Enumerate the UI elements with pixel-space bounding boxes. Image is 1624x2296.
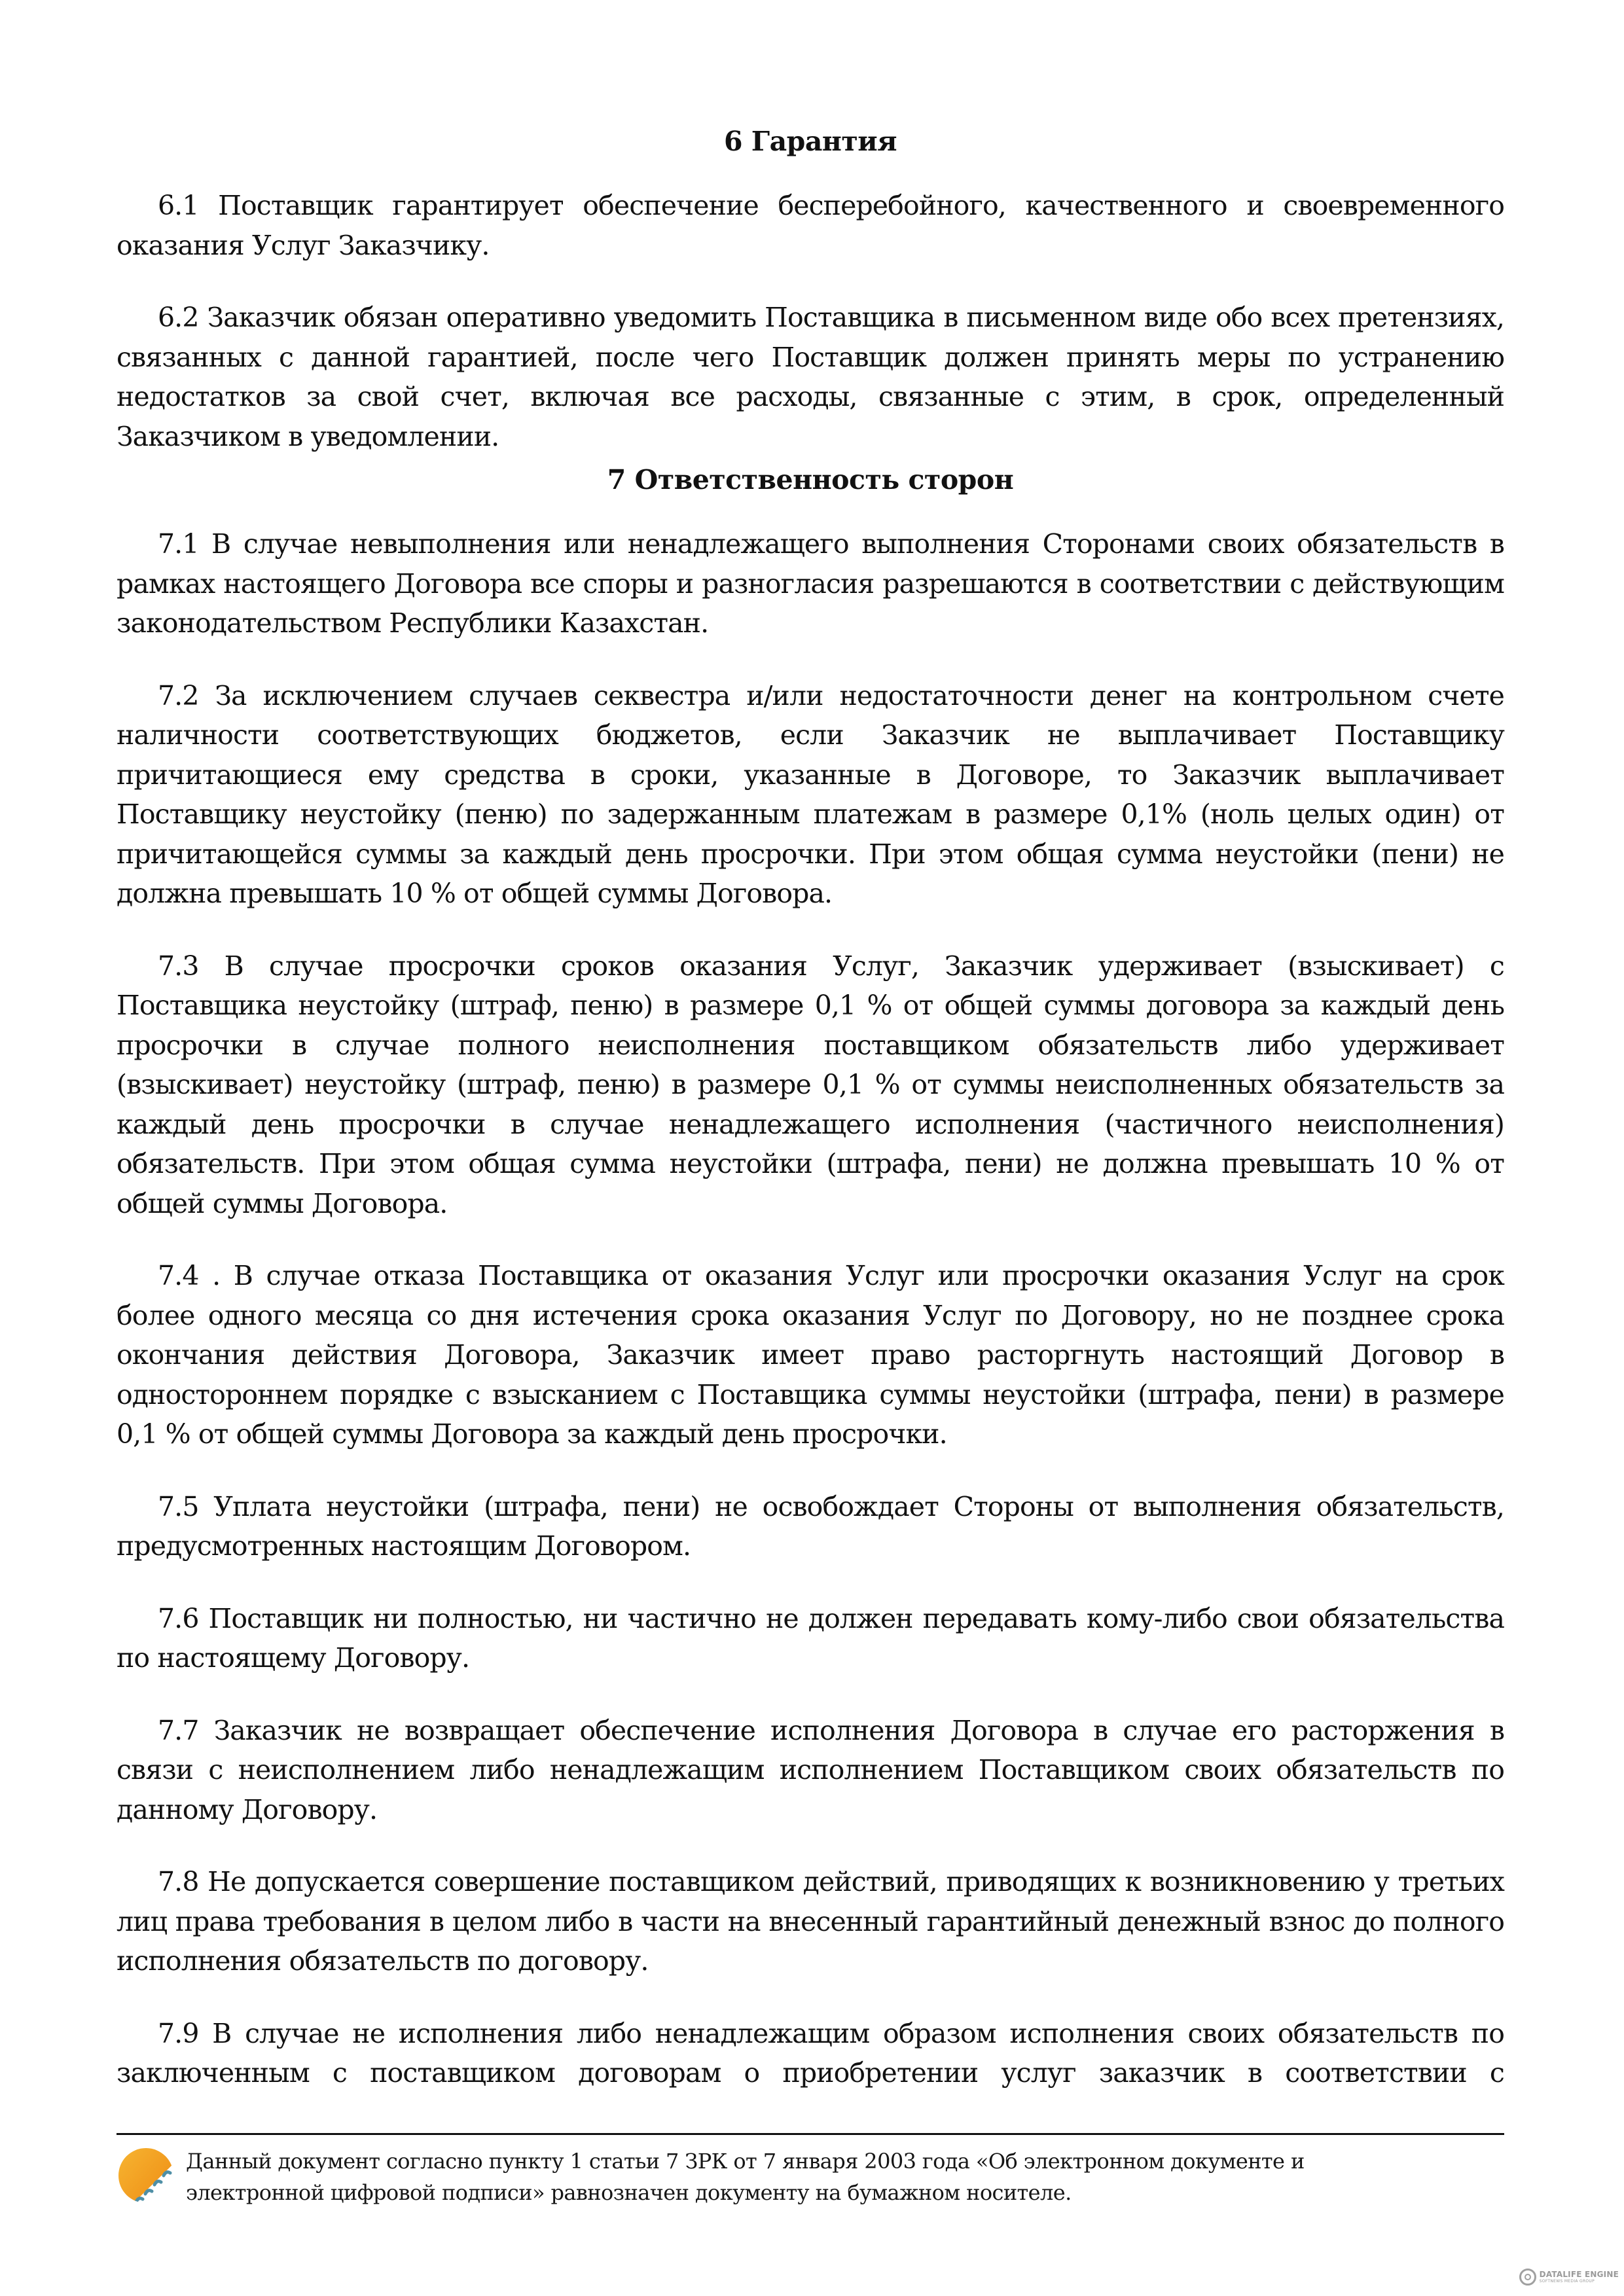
- datalife-engine-watermark: [1519, 2269, 1619, 2286]
- legal-notice-line-1: Данный документ согласно пункту 1 статьи 7 ЗРК от 7 января 2003 года «Об электронном документе и: [186, 2149, 1305, 2174]
- paragraph-7-1: 7.1 В случае невыполнения или ненадлежащего выполнения Сторонами своих обязательств в рамках настоящего Договора все споры и разногласия разрешаются в соответствии с действующим законодательством Республики Казахстан.: [117, 528, 1504, 639]
- paragraph-7-6: 7.6 Поставщик ни полностью, ни частично не должен передавать кому-либо свои обязательства по настоящему Договору.: [117, 1602, 1504, 1674]
- datalife-engine-logo-icon: [1519, 2269, 1536, 2286]
- paragraph-7-8: 7.8 Не допускается совершение поставщиком действий, приводящих к возникновению у третьих лиц права требования в целом либо в части на внесенный гарантийный денежный взнос до полного исполнения обязательств по договору.: [117, 1866, 1504, 1977]
- sun-ornament-logo-icon: [117, 2144, 175, 2207]
- legal-notice-line-2: электронной цифровой подписи» равнозначен документу на бумажном носителе.: [186, 2180, 1072, 2205]
- document-page: [117, 122, 1504, 2126]
- paragraph-7-2: 7.2 За исключением случаев секвестра и/или недостаточности денег на контрольном счете наличности соответствующих бюджетов, если Заказчик не выплачивает Поставщику причитающиеся ему средства в сроки, указанные в Договоре, то Заказчик выплачивает Поставщику неустойку (пеню) по задержанным платежам в размере 0,1% (ноль целых один) от причитающейся суммы за каждый день просрочки. При этом общая сумма неустойки (пени) не должна превышать 10 % от общей суммы Договора.: [117, 679, 1504, 909]
- paragraph-6-2: 6.2 Заказчик обязан оперативно уведомить Поставщика в письменном виде обо всех претензиях, связанных с данной гарантией, после чего Поставщик должен принять меры по устранению недостатков за свой счет, включая все расходы, связанные с этим, в срок, определенный Заказчиком в уведомлении.: [117, 302, 1504, 452]
- watermark-subtitle: SOFTNEWS MEDIA GROUP: [1539, 2279, 1595, 2284]
- page-footer: [117, 2133, 1504, 2208]
- section-heading-guarantee: 6 Гарантия: [723, 126, 897, 157]
- footer-divider: [117, 2133, 1504, 2135]
- paragraph-7-3: 7.3 В случае просрочки сроков оказания Услуг, Заказчик удерживает (взыскивает) с Поставщика неустойку (штраф, пеню) в размере 0,1 % от общей суммы договора за каждый день просрочки в случае полного неисполнения поставщиком обязательств либо удерживает (взыскивает) неустойку (штраф, пеню) в размере 0,1 % от суммы неисполненных обязательств за каждый день просрочки в случае ненадлежащего исполнения (частичного неисполнения) обязательств. При этом общая сумма неустойки (штрафа, пени) не должна превышать 10 % от общей суммы Договора.: [117, 950, 1504, 1219]
- paragraph-7-7: 7.7 Заказчик не возвращает обеспечение исполнения Договора в случае его расторжения в связи с неисполнением либо ненадлежащим исполнением Поставщиком своих обязательств по данному Договору.: [117, 1714, 1504, 1825]
- legal-notice-text: [186, 2145, 1305, 2208]
- paragraph-7-5: 7.5 Уплата неустойки (штрафа, пени) не освобождает Стороны от выполнения обязательств, предусмотренных настоящим Договором.: [117, 1490, 1504, 1562]
- paragraph-7-9: 7.9 В случае не исполнения либо ненадлежащим образом исполнения своих обязательств по заключенным с поставщиком договорам о приобретении услуг заказчик в соответствии с: [117, 2017, 1504, 2089]
- watermark-name: DATALIFE ENGINE: [1539, 2270, 1619, 2279]
- footer-notice: [117, 2143, 1504, 2208]
- paragraph-7-4: 7.4 . В случае отказа Поставщика от оказания Услуг или просрочки оказания Услуг на срок более одного месяца со дня истечения срока оказания Услуг по Договору, но не позднее срока окончания действия Договора, Заказчик имеет право расторгнуть настоящий Договор в одностороннем порядке с взысканием с Поставщика суммы неустойки (штрафа, пени) в размере 0,1 % от общей суммы Договора за каждый день просрочки.: [117, 1260, 1504, 1450]
- section-heading-liability: 7 Ответственность сторон: [607, 464, 1014, 495]
- paragraph-6-1: 6.1 Поставщик гарантирует обеспечение бесперебойного, качественного и своевременного оказания Услуг Заказчику.: [117, 190, 1504, 261]
